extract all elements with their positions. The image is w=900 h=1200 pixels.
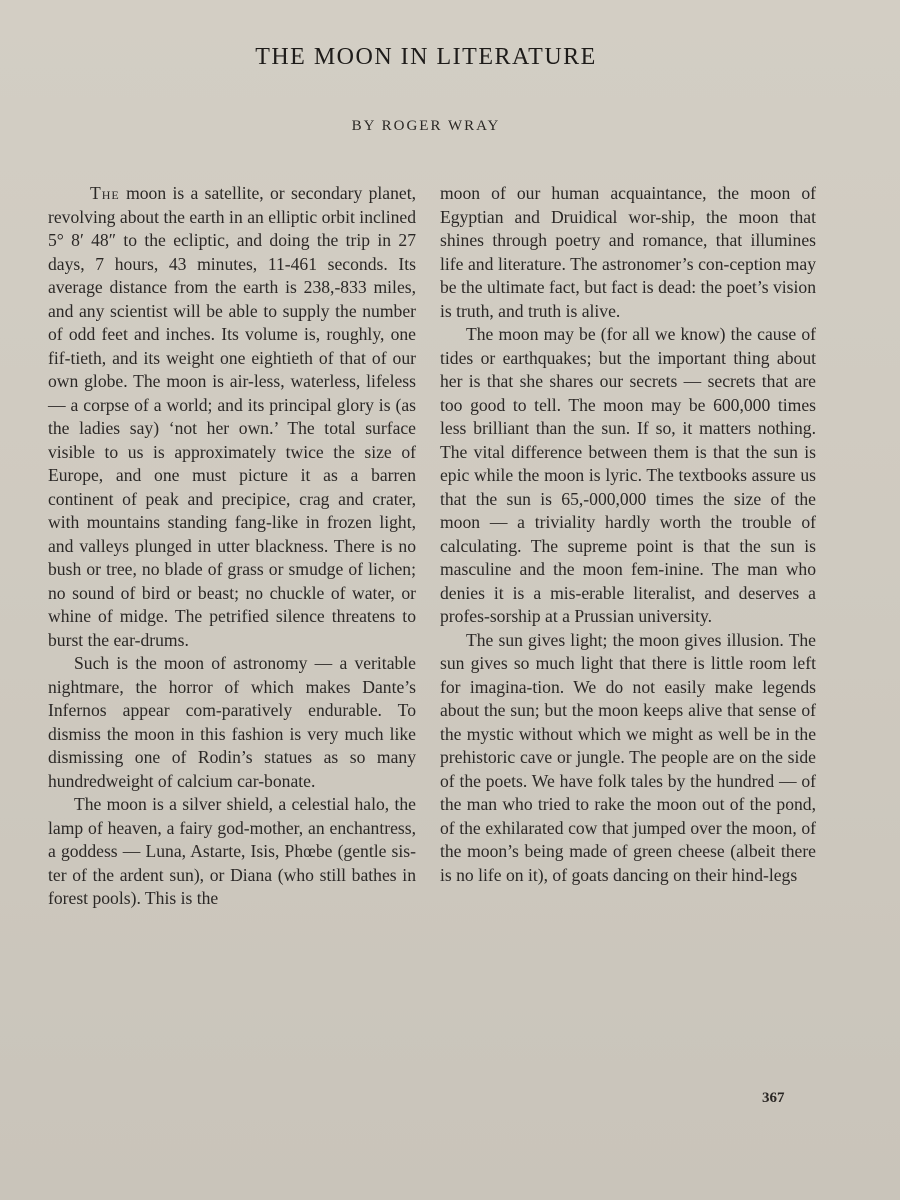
left-column: [48, 182, 416, 911]
page-number: 367: [762, 1090, 785, 1106]
paragraph-5: The moon may be (for all we know) the cause of tides or earthquakes; but the important thing about her is that she shares our secrets — secrets that are too good to tell. The moon may be 600,000 times less brilliant than the sun. If so, it matters nothing. The vital difference between them is that the sun is epic while the moon is lyric. The textbooks assure us that the sun is 65,-000,000 times the size of the moon — a triviality hardly worth the trouble of calculating. The supreme point is that the sun is masculine and the moon fem-inine. The man who denies it is a mis-erable literalist, and deserves a profes-sorship at a Prussian university.: [440, 324, 816, 626]
paragraph-1-text: moon is a satellite, or secondary planet, revolving about the earth in an elliptic orbit inclined 5° 8′ 48″ to the ecliptic, and doing the trip in 27 days, 7 hours, 43 minutes, 11-461 seconds. Its average distance from the earth is 238,-833 miles, and any scientist will be able to supply the number of odd feet and inches. Its volume is, roughly, one fif-tieth, and its weight one eightieth of that of our own globe. The moon is air-less, waterless, lifeless — a corpse of a world; and its principal glory is (as the ladies say) ‘not her own.’ The total surface visible to us is approximately twice the size of Europe, and one must picture it as a barren continent of peak and precipice, crag and crater, with mountains standing fang-like in frozen light, and valleys plunged in utter blackness. There is no bush or tree, no blade of grass or smudge of lichen; no sound of bird or beast; no chuckle of water, or whine of midge. The petrified silence threatens to burst the ear-drums.: [48, 183, 416, 650]
paragraph-2: Such is the moon of astronomy — a veritable nightmare, the horror of which makes Dante’s Infernos appear com-paratively endurable. To dismiss the moon in this fashion is very much like dismissing one of Rodin’s statues as so many hundredweight of calcium car-bonate.: [48, 653, 416, 791]
article-byline: BY ROGER WRAY: [351, 118, 501, 134]
paragraph-6: The sun gives light; the moon gives illusion. The sun gives so much light that there is little room left for imagina-tion. We do not easily make legends about the sun; but the moon keeps alive that sense of the mystic without which we might as well be in the prehistoric cave or jungle. The people are on the side of the poets. We have folk tales by the hundred — of the man who tried to rake the moon out of the pond, of the exhilarated cow that jumped over the moon, of the moon’s being made of green cheese (albeit there is no life on it), of goats dancing on their hind-legs: [440, 629, 816, 885]
right-column: [440, 182, 816, 887]
drop-word: The: [90, 183, 120, 203]
article-title: THE MOON IN LITERATURE: [255, 44, 597, 70]
paragraph-1: [48, 182, 416, 652]
paragraph-3: The moon is a silver shield, a celestial halo, the lamp of heaven, a fairy god-mother, an enchantress, a goddess — Luna, Astarte, Isis, Phœbe (gentle sis-ter of the ardent sun), or Diana (who still bathes in forest pools). This is the: [48, 794, 416, 908]
paragraph-4: moon of our human acquaintance, the moon of Egyptian and Druidical wor-ship, the moon that shines through poetry and romance, that illumines life and literature. The astronomer’s con-ception may be the ultimate fact, but fact is dead: the poet’s vision is truth, and truth is alive.: [440, 183, 816, 321]
